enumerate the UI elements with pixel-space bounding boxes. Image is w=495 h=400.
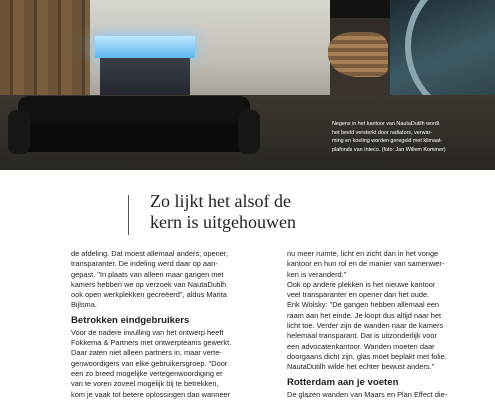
wooden-sculpture — [328, 32, 388, 77]
body-line: nu meer ruimte, licht en zicht dan in het vorige — [287, 249, 439, 258]
body-line: Ook op andere plekken is het nieuwe kantoor — [287, 279, 436, 289]
caption-line: het beeld versterkt door radiators, verwar- — [332, 129, 433, 136]
body-line: kom je vaak tot betere oplossingen dan wanneer — [71, 389, 230, 399]
quote-rule — [128, 195, 129, 235]
body-line: een advocatenkantoor. Wanden moeten daar — [287, 341, 435, 351]
body-line: doorgaans dicht zijn, glas moet beplakt met folie. — [287, 351, 447, 361]
body-line: helemaal transparant. Dat is uitzonderlijk voor — [287, 331, 437, 341]
sofa-armrest-left — [8, 110, 30, 154]
sofa-armrest-right — [238, 110, 260, 154]
body-line: Daar zaten niet alleen partners in, maar verte- — [71, 348, 222, 358]
article-photo — [0, 0, 495, 170]
caption-line: Negens in het kantoor van NautaDutilh wordt — [332, 121, 440, 127]
body-line: ken is veranderd." — [287, 269, 347, 279]
sofa-seat — [12, 122, 256, 152]
body-line: Erik Wolsky: "De gangen hebben allemaal een — [287, 300, 440, 310]
body-line: transparanter. De indeling werd daar op aan- — [71, 259, 218, 269]
pull-quote — [150, 191, 390, 233]
section-heading: Rotterdam aan je voeten — [287, 376, 399, 388]
body-line: gepast. "In plaats van alleen maar gangen met — [71, 269, 224, 279]
pull-quote-line: Zo lijkt het alsof de — [150, 191, 291, 211]
body-line: de afdeling. Dat moest allemaal anders; opener, — [71, 249, 228, 258]
body-column-right — [287, 249, 472, 400]
body-line: Fokkema & Partners met ontwerpteams gewerkt. — [71, 338, 232, 348]
body-column-left — [71, 249, 255, 400]
caption-line: ming en koeling worden geregeld met klimaat- — [332, 138, 443, 145]
body-line: kamers hebben we op verzoek van NautaDutilh — [71, 279, 227, 289]
section-heading: Betrokken eindgebruikers — [71, 314, 190, 326]
caption-line: plafonds van Inteco. (foto: Jan Willem Kommer) — [332, 146, 446, 153]
body-line: licht toe. Verder zijn de wanden naar de kamers — [287, 321, 444, 331]
pull-quote-line: kern is uitgehouwen — [150, 212, 296, 232]
body-line: Bijlsma. — [71, 300, 97, 310]
body-line: van te voren zoveel mogelijk bij te betrekken, — [71, 379, 219, 389]
photo-caption — [332, 120, 492, 154]
body-line: Voor de nadere invulling van het ontwerp heeft — [71, 327, 224, 337]
body-line: ook open werkplekken gecreëerd", aldus Marita — [71, 290, 227, 300]
body-line: raam aan het einde. Je loopt dus altijd naar het — [287, 310, 442, 320]
body-line: genwoordigers van elke gebruikersgroep. "Door — [71, 358, 228, 368]
body-line: NautaDutilh wilde het echter bewust anders." — [287, 362, 435, 372]
lit-reception-desk — [95, 36, 195, 58]
body-line: veel transparanter en opener dan het oude. — [287, 290, 430, 300]
body-line: een zo breed mogelijke vertegenwoordiging er — [71, 368, 223, 378]
reception-desk-front — [100, 58, 190, 98]
body-line: kantoor en hun rol en de manier van samenwer- — [287, 259, 445, 269]
body-line: De glazen wanden van Maars en Plan Effect die- — [287, 389, 448, 399]
